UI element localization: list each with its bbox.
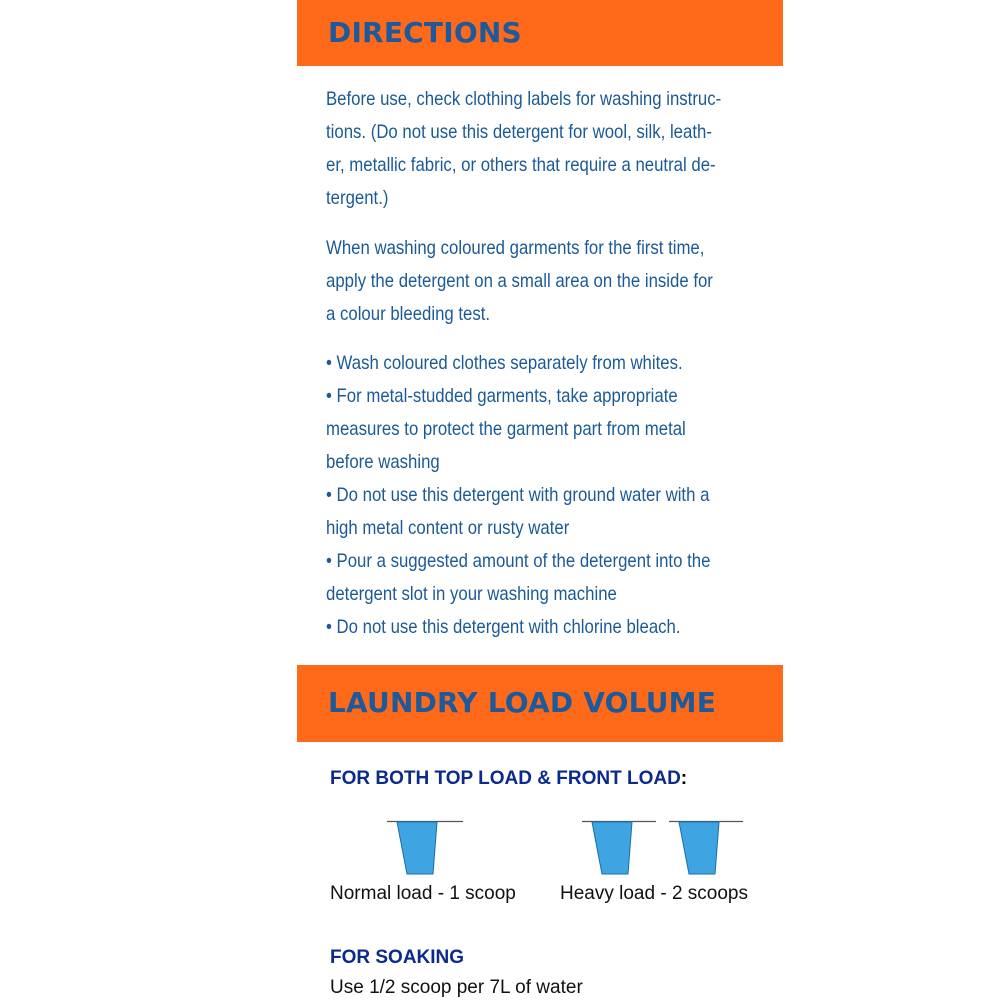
- list-item: • Do not use this detergent with ground water with a: [326, 484, 710, 506]
- normal-load-caption: Normal load - 1 scoop: [330, 883, 516, 904]
- both-loads-heading: [330, 768, 687, 790]
- soaking-heading: FOR SOAKING: [330, 947, 465, 968]
- text-line: apply the detergent on a small area on the inside for: [326, 270, 713, 292]
- directions-panel: [297, 0, 783, 1000]
- list-item: detergent slot in your washing machine: [326, 583, 617, 605]
- text-line: Before use, check clothing labels for washing instruc-: [326, 88, 722, 110]
- colour-test-paragraph: [326, 232, 768, 331]
- list-item: • Pour a suggested amount of the detergent into the: [326, 550, 711, 572]
- list-item: high metal content or rusty water: [326, 517, 570, 539]
- directions-bullet-list: [326, 347, 768, 644]
- directions-banner: [297, 0, 783, 66]
- list-item: • Wash coloured clothes separately from whites.: [326, 352, 683, 374]
- text-line: tions. (Do not use this detergent for wool, silk, leath-: [326, 121, 712, 143]
- text-line: a colour bleeding test.: [326, 303, 491, 325]
- load-volume-title: LAUNDRY LOAD VOLUME: [328, 686, 717, 719]
- both-loads-heading-colon: :: [680, 768, 688, 789]
- heavy-load-caption: Heavy load - 2 scoops: [560, 883, 748, 904]
- text-line: tergent.): [326, 187, 389, 209]
- both-loads-heading-text: FOR BOTH TOP LOAD & FRONT LOAD: [330, 768, 681, 789]
- measuring-scoop-icon: [385, 820, 465, 876]
- load-volume-banner: [297, 665, 783, 742]
- text-line: When washing coloured garments for the first time,: [326, 237, 705, 259]
- measuring-scoop-icon: [580, 820, 660, 876]
- list-item: • Do not use this detergent with chlorine bleach.: [326, 616, 681, 638]
- soaking-instruction: Use 1/2 scoop per 7L of water: [330, 977, 583, 998]
- list-item: • For metal-studded garments, take appropriate: [326, 385, 678, 407]
- clothing-label-paragraph: [326, 83, 768, 215]
- text-line: er, metallic fabric, or others that require a neutral de-: [326, 154, 716, 176]
- measuring-scoop-icon: [667, 820, 747, 876]
- list-item: before washing: [326, 451, 440, 473]
- list-item: measures to protect the garment part from metal: [326, 418, 686, 440]
- directions-title: DIRECTIONS: [328, 16, 522, 49]
